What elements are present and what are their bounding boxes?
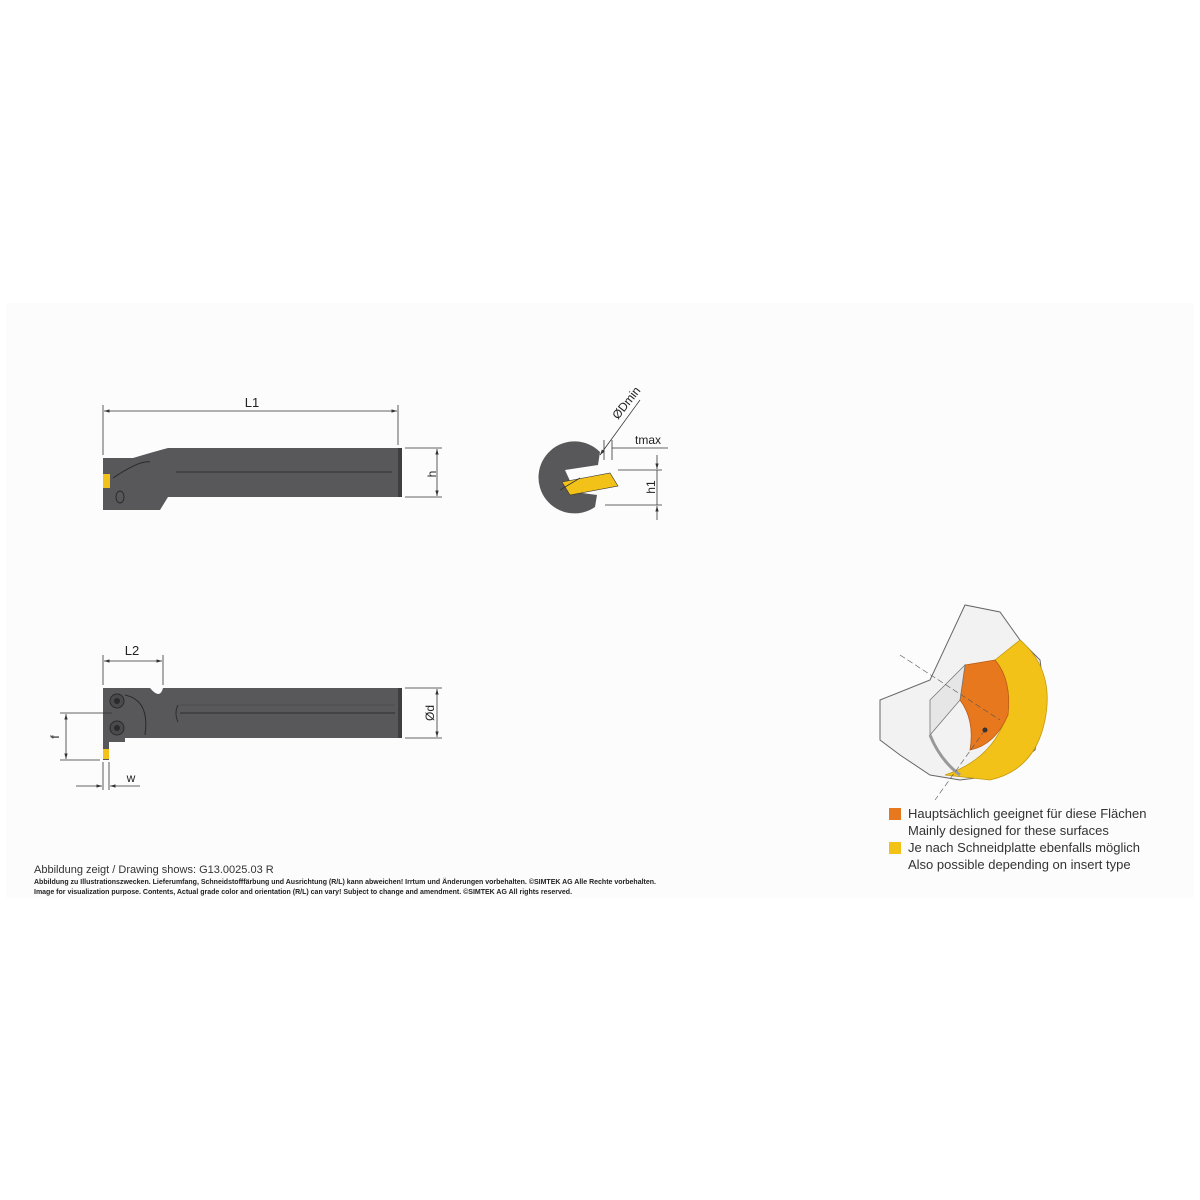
dim-L2 xyxy=(103,643,163,685)
label-d: Ød xyxy=(423,704,437,722)
label-L2: L2 xyxy=(124,643,140,658)
label-h: h xyxy=(425,470,439,478)
dim-w xyxy=(76,762,140,790)
drawing-shows-caption: Abbildung zeigt / Drawing shows: G13.0025.03 R xyxy=(34,864,274,876)
legend-primary-en-row xyxy=(889,822,1146,839)
dim-h xyxy=(405,448,442,497)
insert-top-view xyxy=(103,474,110,488)
disclaimer-en: Image for visualization purpose. Contents, Actual grade color and orientation (R/L) can vary! Subject to change and amendment. ©SIMTEK AG All rights reserved. xyxy=(34,889,573,896)
legend-secondary-de: Je nach Schneidplatte ebenfalls möglich xyxy=(908,840,1140,855)
legend xyxy=(889,805,1146,873)
label-f: f xyxy=(48,735,62,739)
dim-tmax xyxy=(604,433,668,460)
disclaimer-de: Abbildung zu Illustrationszwecken. Lieferumfang, Schneidstofffärbung und Ausrichtung (R/L) kann abweichen! Irrtum und Änderungen vorbehalten. ©SIMTEK AG Alle Rechte vorbehalten. xyxy=(34,879,656,886)
label-w: w xyxy=(126,771,136,785)
legend-secondary-en: Also possible depending on insert type xyxy=(908,857,1131,872)
tool-side-view xyxy=(103,688,402,760)
dim-f xyxy=(48,713,112,760)
workpiece-illustration xyxy=(880,605,1047,800)
label-Dmin: ØDmin xyxy=(609,383,644,422)
dim-d xyxy=(405,688,442,738)
insert-side-view xyxy=(103,749,109,759)
legend-secondary xyxy=(889,839,1146,856)
label-L1: L1 xyxy=(244,395,260,410)
dim-L1 xyxy=(103,395,398,455)
label-tmax: tmax xyxy=(635,433,662,447)
legend-primary-en: Mainly designed for these surfaces xyxy=(908,823,1109,838)
label-h1: h1 xyxy=(644,480,658,494)
tool-end-view xyxy=(538,441,618,513)
legend-primary-de: Hauptsächlich geeignet für diese Flächen xyxy=(908,806,1147,821)
primary-swatch xyxy=(889,808,901,820)
tool-top-view xyxy=(103,448,402,510)
secondary-swatch xyxy=(889,842,901,854)
legend-secondary-en-row xyxy=(889,856,1146,873)
legend-primary xyxy=(889,805,1146,822)
dim-h1 xyxy=(605,455,662,520)
